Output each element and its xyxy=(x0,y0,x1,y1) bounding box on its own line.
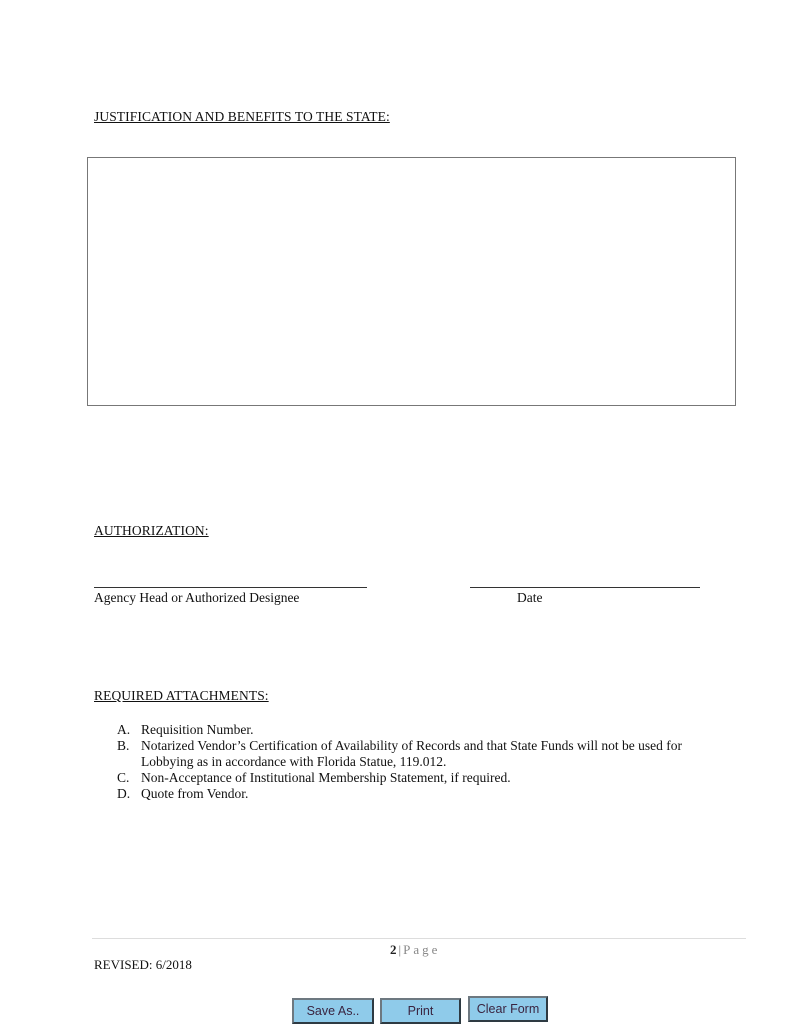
list-item-text: Requisition Number. xyxy=(141,722,254,737)
list-item xyxy=(117,722,737,738)
list-item-text: Quote from Vendor. xyxy=(141,786,249,801)
list-marker: B. xyxy=(117,738,130,753)
list-item xyxy=(117,770,737,786)
footer-divider xyxy=(92,938,746,939)
save-as-button[interactable]: Save As.. xyxy=(292,998,374,1024)
list-marker: A. xyxy=(117,722,131,737)
page-separator: | xyxy=(398,942,402,957)
clear-form-button[interactable]: Clear Form xyxy=(468,996,548,1022)
justification-text-field[interactable] xyxy=(87,157,736,406)
attachments-list xyxy=(117,722,737,802)
page-number xyxy=(390,942,440,958)
list-item-text: Non-Acceptance of Institutional Membership Statement, if required. xyxy=(141,770,511,785)
signature-line xyxy=(94,587,367,588)
page-label: Page xyxy=(403,942,441,957)
date-line xyxy=(470,587,700,588)
list-item xyxy=(117,738,737,770)
list-marker: C. xyxy=(117,770,130,785)
revised-date: REVISED: 6/2018 xyxy=(94,957,192,972)
list-item xyxy=(117,786,737,802)
print-button[interactable]: Print xyxy=(380,998,461,1024)
list-marker: D. xyxy=(117,786,131,801)
list-item-text: Notarized Vendor’s Certification of Availability of Records and that State Funds will not be used for Lobbying as in accordance with Florida Statue, 119.012. xyxy=(141,738,683,769)
required-attachments-heading: REQUIRED ATTACHMENTS: xyxy=(94,688,269,703)
page-number-value: 2 xyxy=(390,942,397,957)
date-label: Date xyxy=(517,590,543,605)
signature-label: Agency Head or Authorized Designee xyxy=(94,590,300,605)
authorization-heading: AUTHORIZATION: xyxy=(94,523,209,538)
justification-heading: JUSTIFICATION AND BENEFITS TO THE STATE: xyxy=(94,109,390,124)
